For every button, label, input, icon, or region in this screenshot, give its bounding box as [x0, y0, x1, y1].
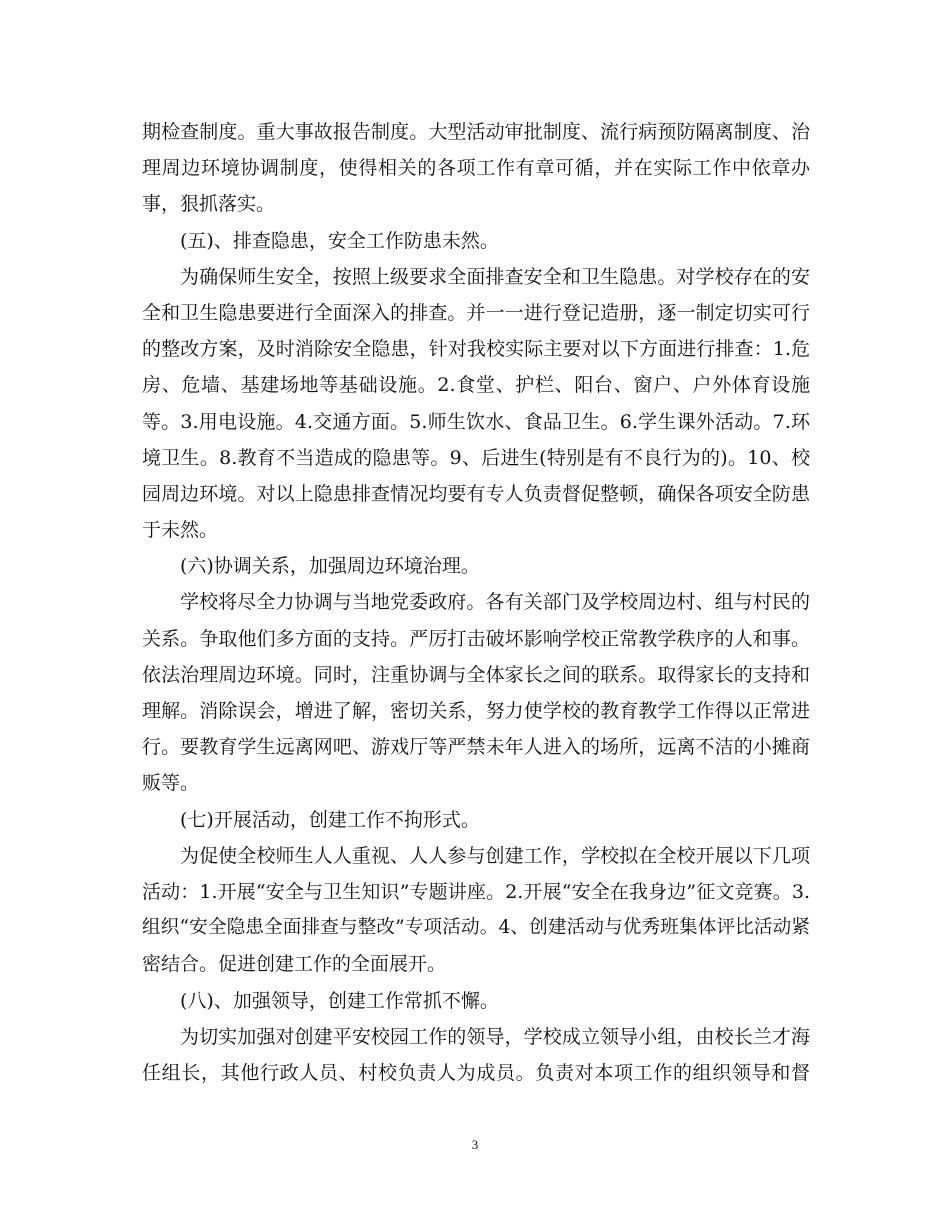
text-line: 关系。争取他们多方面的支持。严厉打击破坏影响学校正常教学秩序的人和事。 [142, 627, 810, 650]
text-line: 等。3.用电设施。4.交通方面。5.师生饮水、食品卫生。6.学生课外活动。7.环 [142, 410, 810, 433]
text-line: 事，狠抓落实。 [142, 193, 276, 216]
text-line: 任组长，其他行政人员、村校负责人为成员。负责对本项工作的组织领导和督 [142, 1061, 810, 1084]
text-line: 行。要教育学生远离网吧、游戏厅等严禁未年人进入的场所，远离不洁的小摊商 [142, 736, 810, 759]
section-heading: (七)开展活动，创建工作不拘形式。 [180, 808, 480, 831]
text-line: 为确保师生安全，按照上级要求全面排查安全和卫生隐患。对学校存在的安 [180, 265, 810, 288]
text-line: 理周边环境协调制度，使得相关的各项工作有章可循，并在实际工作中依章办 [142, 157, 810, 180]
section-heading: (六)协调关系，加强周边环境治理。 [180, 555, 480, 578]
text-line: 密结合。促进创建工作的全面展开。 [142, 953, 447, 976]
text-line: 境卫生。8.教育不当造成的隐患等。9、后进生(特别是有不良行为的)。10、校 [142, 446, 810, 469]
text-line: 园周边环境。对以上隐患排查情况均要有专人负责督促整顿，确保各项安全防患 [142, 482, 810, 505]
document-body [142, 114, 810, 1091]
text-line: 学校将尽全力协调与当地党委政府。各有关部门及学校周边村、组与村民的 [180, 591, 810, 614]
text-line: 的整改方案，及时消除安全隐患，针对我校实际主要对以下方面进行排查：1.危 [142, 338, 810, 361]
text-line: 贩等。 [142, 772, 200, 795]
text-line: 为切实加强对创建平安校园工作的领导，学校成立领导小组，由校长兰才海 [180, 1025, 810, 1048]
text-line: 为促使全校师生人人重视、人人参与创建工作，学校拟在全校开展以下几项 [180, 844, 810, 867]
text-line: 组织“安全隐患全面排查与整改”专项活动。4、创建活动与优秀班集体评比活动紧 [142, 917, 810, 939]
text-line: 依法治理周边环境。同时，注重协调与全体家长之间的联系。取得家长的支持和 [142, 663, 810, 686]
text-line: 房、危墙、基建场地等基础设施。2.食堂、护栏、阳台、窗户、户外体育设施 [142, 374, 810, 397]
text-line: 活动：1.开展“安全与卫生知识”专题讲座。2.开展“安全在我身边”征文竞赛。3. [142, 880, 810, 903]
text-line: 期检查制度。重大事故报告制度。大型活动审批制度、流行病预防隔离制度、治 [142, 121, 810, 143]
page-number: 3 [471, 1137, 479, 1152]
text-line: 于未然。 [142, 519, 219, 542]
section-heading: (八)、加强领导，创建工作常抓不懈。 [180, 989, 499, 1012]
text-line: 理解。消除误会，增进了解，密切关系，努力使学校的教育教学工作得以正常进 [142, 700, 810, 722]
text-line: 全和卫生隐患要进行全面深入的排查。并一一进行登记造册，逐一制定切实可行 [142, 301, 810, 324]
section-heading: (五)、排查隐患，安全工作防患未然。 [180, 229, 499, 252]
